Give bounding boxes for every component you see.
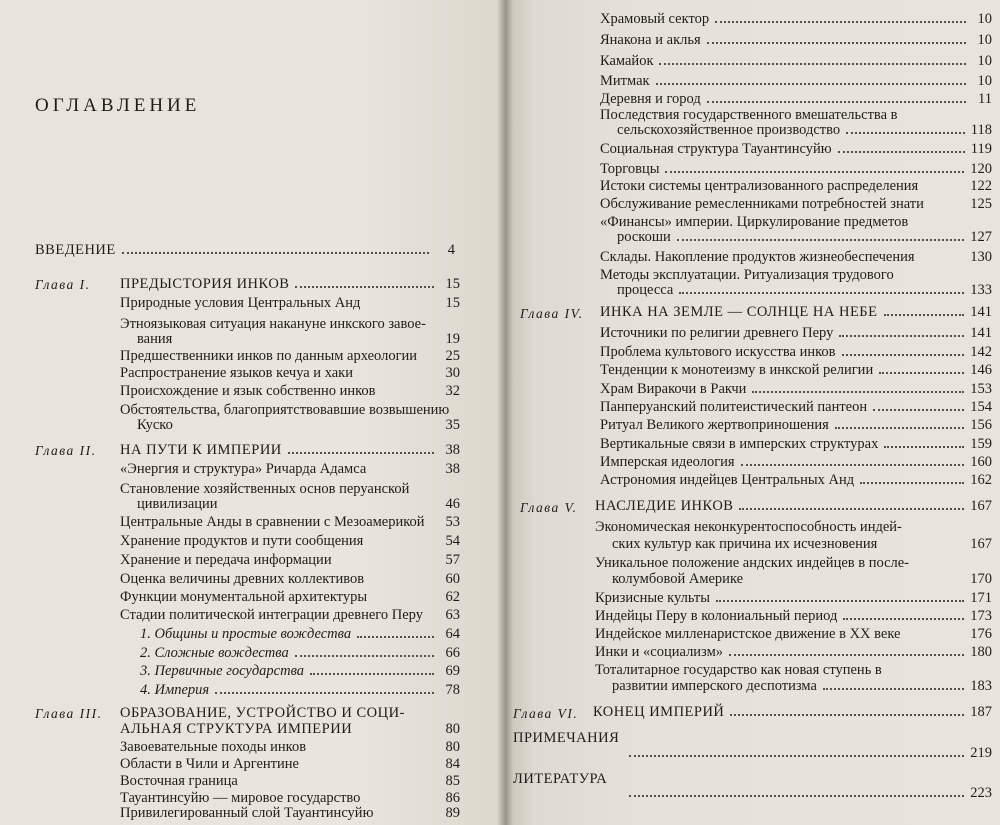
page-title: ОГЛАВЛЕНИЕ [35, 95, 201, 116]
toc-entry: Истоки системы централизованного распределения 122 [600, 178, 992, 194]
toc-entry: Индейское милленаристское движение в XX веке 176 [595, 626, 992, 642]
toc-chapter-title: КОНЕЦ ИМПЕРИЙ 187 [593, 704, 992, 720]
toc-entry-intro: ВВЕДЕНИЕ 4 [35, 242, 455, 258]
toc-entry: Астрономия индейцев Центральных Анд 162 [600, 472, 992, 488]
toc-entry: Проблема культового искусства инков 142 [600, 344, 992, 360]
toc-chapter-title: НА ПУТИ К ИМПЕРИИ 38 [120, 442, 460, 458]
toc-entry: Последствия государственного вмешательства в [600, 107, 898, 123]
toc-entry: Камайок 10 [600, 53, 992, 69]
toc-entry: Торговцы 120 [600, 161, 992, 177]
toc-entry: Обслуживание ремесленниками потребностей знати 125 [600, 196, 992, 212]
toc-entry: Источники по религии древнего Перу 141 [600, 325, 992, 341]
toc-entry-literature-page: 223 [623, 786, 992, 800]
toc-entry: колумбовой Америке 170 [612, 571, 992, 587]
toc-entry: Янакона и аклья 10 [600, 32, 992, 48]
toc-entry: Индейцы Перу в колониальный период 173 [595, 608, 992, 624]
toc-entry: Тоталитарное государство как новая ступень в [595, 662, 882, 678]
toc-entry: Этноязыковая ситуация накануне инкского завое- [120, 316, 426, 332]
right-page [505, 0, 1000, 825]
toc-subentry: 3. Первичные государства 69 [140, 663, 460, 679]
chapter-number: Глава IV. [520, 306, 584, 321]
toc-chapter-title: ИНКА НА ЗЕМЛЕ — СОЛНЦЕ НА НЕБЕ 141 [600, 304, 992, 320]
toc-entry: Панперуанский политеистический пантеон 154 [600, 399, 992, 415]
toc-entry: Тауантинсуйю — мировое государство 86 [120, 790, 460, 806]
toc-entry: вания 19 [137, 331, 460, 347]
toc-entry: Имперская идеология 160 [600, 454, 992, 470]
toc-entry: Вертикальные связи в имперских структурах 159 [600, 436, 992, 452]
toc-entry: «Финансы» империи. Циркулирование предметов [600, 214, 909, 230]
toc-entry-literature: ЛИТЕРАТУРА [513, 771, 608, 787]
toc-subentry: 2. Сложные вождества 66 [140, 645, 460, 661]
toc-entry: Предшественники инков по данным археологии 25 [120, 348, 460, 364]
toc-entry: Склады. Накопление продуктов жизнеобеспечения 130 [600, 249, 992, 265]
toc-entry: Митмак 10 [600, 73, 992, 89]
toc-entry: Распространение языков кечуа и хаки 30 [120, 365, 460, 381]
toc-chapter-title: НАСЛЕДИЕ ИНКОВ 167 [595, 498, 992, 514]
toc-entry: Методы эксплуатации. Ритуализация трудового [600, 267, 894, 283]
toc-entry: Центральные Анды в сравнении с Мезоамерикой 53 [120, 514, 460, 530]
toc-entry: сельскохозяйственное производство 118 [617, 122, 992, 138]
chapter-number: Глава VI. [513, 706, 579, 721]
toc-entry: Кризисные культы 171 [595, 590, 992, 606]
toc-entry: Хранение продуктов и пути сообщения 54 [120, 533, 460, 549]
toc-entry: Экономическая неконкурентоспособность индей- [595, 519, 902, 535]
toc-entry: цивилизации 46 [137, 496, 460, 512]
toc-entry: Становление хозяйственных основ перуанской [120, 481, 410, 497]
toc-entry: Инки и «социализм» 180 [595, 644, 992, 660]
toc-entry: ских культур как причина их исчезновения 167 [612, 536, 992, 552]
toc-subentry: 1. Общины и простые вождества 64 [140, 626, 460, 642]
toc-entry: Деревня и город 11 [600, 91, 992, 107]
toc-entry: Тенденции к монотеизму в инкской религии 146 [600, 362, 992, 378]
toc-entry: Области в Чили и Аргентине 84 [120, 756, 460, 772]
toc-entry: Хранение и передача информации 57 [120, 552, 460, 568]
toc-entry: Завоевательные походы инков 80 [120, 739, 460, 755]
toc-entry: процесса 133 [617, 282, 992, 298]
toc-entry: Функции монументальной архитектуры 62 [120, 589, 460, 605]
toc-chapter-title: ПРЕДЫСТОРИЯ ИНКОВ 15 [120, 276, 460, 292]
toc-entry: роскоши 127 [617, 229, 992, 245]
toc-entry: развитии имперского деспотизма 183 [612, 678, 992, 694]
toc-entry: Привилегированный слой Тауантинсуйю 89 [120, 805, 460, 821]
chapter-number: Глава II. [35, 443, 97, 458]
toc-entry-notes: ПРИМЕЧАНИЯ [513, 730, 620, 746]
toc-entry: Природные условия Центральных Анд 15 [120, 295, 460, 311]
toc-entry: Уникальное положение андских индейцев в после- [595, 555, 910, 571]
toc-entry: Оценка величины древних коллективов 60 [120, 571, 460, 587]
chapter-number: Глава III. [35, 706, 103, 721]
toc-entry: Восточная граница 85 [120, 773, 460, 789]
chapter-number: Глава I. [35, 277, 91, 292]
toc-entry: Храм Виракочи в Ракчи 153 [600, 381, 992, 397]
toc-entry-notes-page: 219 [623, 746, 992, 760]
toc-entry: Храмовый сектор 10 [600, 11, 992, 27]
toc-entry: Куско 35 [137, 417, 460, 433]
toc-entry: «Энергия и структура» Ричарда Адамса 38 [120, 461, 460, 477]
toc-entry: Обстоятельства, благоприятствовавшие возвышению [120, 402, 450, 418]
chapter-number: Глава V. [520, 500, 578, 515]
toc-entry: Стадии политической интеграции древнего Перу 63 [120, 607, 460, 623]
toc-chapter-title: ОБРАЗОВАНИЕ, УСТРОЙСТВО И СОЦИ- [120, 705, 405, 721]
toc-entry: Социальная структура Тауантинсуйю 119 [600, 141, 992, 157]
toc-entry: Происхождение и язык собственно инков 32 [120, 383, 460, 399]
toc-chapter-title-cont: АЛЬНАЯ СТРУКТУРА ИМПЕРИИ 80 [120, 721, 460, 737]
toc-entry: Ритуал Великого жертвоприношения 156 [600, 417, 992, 433]
toc-subentry: 4. Империя 78 [140, 682, 460, 698]
